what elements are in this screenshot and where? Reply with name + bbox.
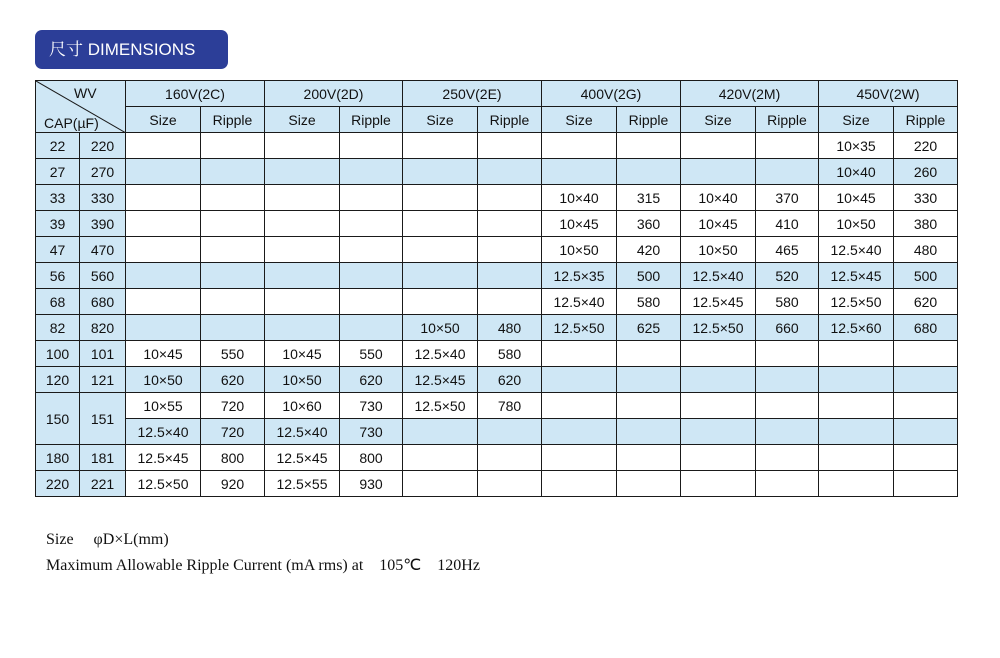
size-cell: 12.5×40 [681, 263, 756, 289]
size-cell [126, 185, 201, 211]
capacitance-value: 68 [36, 289, 80, 315]
ripple-cell: 920 [201, 471, 265, 497]
size-cell [265, 315, 340, 341]
size-cell [126, 133, 201, 159]
capacitance-code: 680 [80, 289, 126, 315]
size-cell: 10×40 [681, 185, 756, 211]
size-cell: 12.5×35 [542, 263, 617, 289]
ripple-cell: 625 [617, 315, 681, 341]
header-row-columns [36, 107, 958, 133]
ripple-cell [617, 159, 681, 185]
ripple-cell [756, 419, 819, 445]
ripple-cell: 220 [894, 133, 958, 159]
table-row [36, 289, 958, 315]
size-cell [681, 341, 756, 367]
size-cell [403, 263, 478, 289]
ripple-cell [478, 419, 542, 445]
capacitance-code: 101 [80, 341, 126, 367]
ripple-cell [756, 393, 819, 419]
ripple-cell: 260 [894, 159, 958, 185]
ripple-cell: 520 [756, 263, 819, 289]
table-row [36, 471, 958, 497]
size-cell [265, 159, 340, 185]
ripple-cell [756, 471, 819, 497]
size-cell [126, 237, 201, 263]
size-cell [681, 133, 756, 159]
size-cell: 12.5×50 [126, 471, 201, 497]
size-cell [819, 367, 894, 393]
ripple-cell [478, 159, 542, 185]
ripple-cell [617, 471, 681, 497]
ripple-cell [478, 237, 542, 263]
capacitance-code: 220 [80, 133, 126, 159]
ripple-cell [340, 263, 403, 289]
voltage-header: 450V(2W) [819, 81, 958, 107]
size-note: Size φD×L(mm) [46, 531, 169, 548]
ripple-cell [478, 185, 542, 211]
ripple-cell: 800 [201, 445, 265, 471]
size-cell: 12.5×50 [681, 315, 756, 341]
size-cell: 12.5×45 [681, 289, 756, 315]
ripple-cell: 410 [756, 211, 819, 237]
size-cell [681, 393, 756, 419]
ripple-cell [340, 211, 403, 237]
ripple-cell [201, 237, 265, 263]
size-cell: 12.5×40 [542, 289, 617, 315]
capacitance-value: 120 [36, 367, 80, 393]
size-column-header: Size [403, 107, 478, 133]
table-row [36, 367, 958, 393]
ripple-cell [617, 133, 681, 159]
size-cell: 12.5×55 [265, 471, 340, 497]
size-column-header: Size [265, 107, 340, 133]
size-cell [819, 445, 894, 471]
capacitance-code: 181 [80, 445, 126, 471]
size-cell [126, 159, 201, 185]
voltage-header: 400V(2G) [542, 81, 681, 107]
ripple-cell [340, 237, 403, 263]
size-cell [403, 471, 478, 497]
size-cell [542, 445, 617, 471]
ripple-cell [617, 445, 681, 471]
ripple-cell [478, 471, 542, 497]
table-row [36, 133, 958, 159]
ripple-cell: 730 [340, 419, 403, 445]
ripple-cell [894, 367, 958, 393]
ripple-cell [340, 185, 403, 211]
table-row [36, 419, 958, 445]
size-cell: 12.5×40 [265, 419, 340, 445]
ripple-cell [617, 341, 681, 367]
size-cell: 10×40 [819, 159, 894, 185]
ripple-cell: 580 [756, 289, 819, 315]
ripple-cell [201, 159, 265, 185]
ripple-cell: 620 [478, 367, 542, 393]
ripple-cell [201, 133, 265, 159]
size-cell: 12.5×40 [403, 341, 478, 367]
dimensions-table [35, 80, 958, 497]
ripple-cell [617, 367, 681, 393]
size-cell [126, 289, 201, 315]
ripple-cell [340, 289, 403, 315]
section-title: 尺寸 DIMENSIONS [35, 30, 228, 69]
capacitance-value: 82 [36, 315, 80, 341]
capacitance-code: 221 [80, 471, 126, 497]
ripple-cell: 680 [894, 315, 958, 341]
size-cell: 10×50 [819, 211, 894, 237]
size-cell [265, 289, 340, 315]
size-cell: 10×50 [403, 315, 478, 341]
size-cell [681, 419, 756, 445]
table-row [36, 211, 958, 237]
ripple-column-header: Ripple [617, 107, 681, 133]
capacitance-value: 27 [36, 159, 80, 185]
size-cell: 10×45 [681, 211, 756, 237]
size-cell [265, 133, 340, 159]
ripple-cell [201, 315, 265, 341]
size-cell [126, 211, 201, 237]
size-cell: 12.5×45 [819, 263, 894, 289]
ripple-cell: 420 [617, 237, 681, 263]
size-cell [681, 367, 756, 393]
capacitance-code: 820 [80, 315, 126, 341]
wv-cap-corner [36, 81, 126, 133]
voltage-header: 250V(2E) [403, 81, 542, 107]
capacitance-value: 220 [36, 471, 80, 497]
ripple-cell [478, 289, 542, 315]
table-row [36, 159, 958, 185]
size-cell: 12.5×60 [819, 315, 894, 341]
table-row [36, 263, 958, 289]
ripple-cell: 620 [340, 367, 403, 393]
size-column-header: Size [126, 107, 201, 133]
size-cell: 10×40 [542, 185, 617, 211]
ripple-cell [756, 341, 819, 367]
ripple-cell: 580 [617, 289, 681, 315]
ripple-column-header: Ripple [201, 107, 265, 133]
ripple-cell: 800 [340, 445, 403, 471]
size-cell: 10×55 [126, 393, 201, 419]
ripple-cell: 780 [478, 393, 542, 419]
size-cell: 10×35 [819, 133, 894, 159]
ripple-cell [617, 419, 681, 445]
ripple-column-header: Ripple [340, 107, 403, 133]
size-cell: 12.5×40 [126, 419, 201, 445]
ripple-cell [201, 263, 265, 289]
size-cell: 10×50 [126, 367, 201, 393]
capacitance-value: 150 [36, 393, 80, 445]
size-column-header: Size [819, 107, 894, 133]
size-cell: 12.5×45 [403, 367, 478, 393]
ripple-cell: 580 [478, 341, 542, 367]
size-cell [542, 393, 617, 419]
ripple-cell: 930 [340, 471, 403, 497]
ripple-cell: 620 [894, 289, 958, 315]
size-cell [403, 289, 478, 315]
size-cell: 10×45 [265, 341, 340, 367]
size-cell: 10×50 [542, 237, 617, 263]
size-cell [126, 315, 201, 341]
size-cell [403, 159, 478, 185]
voltage-header: 420V(2M) [681, 81, 819, 107]
capacitance-value: 180 [36, 445, 80, 471]
ripple-cell: 465 [756, 237, 819, 263]
ripple-cell [340, 133, 403, 159]
ripple-cell [894, 471, 958, 497]
ripple-cell: 370 [756, 185, 819, 211]
size-cell [265, 211, 340, 237]
ripple-cell [478, 263, 542, 289]
size-cell [819, 419, 894, 445]
ripple-note: Maximum Allowable Ripple Current (mA rms) at 105℃ 120Hz [46, 557, 480, 574]
size-cell: 10×50 [681, 237, 756, 263]
size-cell [542, 367, 617, 393]
size-cell: 12.5×45 [265, 445, 340, 471]
ripple-cell [894, 419, 958, 445]
size-cell: 10×45 [819, 185, 894, 211]
capacitance-code: 390 [80, 211, 126, 237]
capacitance-value: 33 [36, 185, 80, 211]
capacitance-value: 22 [36, 133, 80, 159]
size-cell [403, 185, 478, 211]
capacitance-code: 270 [80, 159, 126, 185]
notes [46, 527, 480, 579]
size-column-header: Size [542, 107, 617, 133]
ripple-cell [756, 445, 819, 471]
size-cell [403, 133, 478, 159]
size-cell [403, 445, 478, 471]
capacitance-code: 560 [80, 263, 126, 289]
size-cell: 10×50 [265, 367, 340, 393]
ripple-cell [894, 445, 958, 471]
cap-label: CAP(µF) [44, 115, 99, 131]
size-cell [542, 419, 617, 445]
ripple-cell [894, 393, 958, 419]
ripple-cell: 480 [478, 315, 542, 341]
ripple-cell: 480 [894, 237, 958, 263]
ripple-cell [201, 211, 265, 237]
ripple-cell: 720 [201, 419, 265, 445]
ripple-column-header: Ripple [478, 107, 542, 133]
size-cell: 12.5×50 [403, 393, 478, 419]
size-cell [403, 237, 478, 263]
size-cell [542, 471, 617, 497]
ripple-column-header: Ripple [756, 107, 819, 133]
ripple-cell: 330 [894, 185, 958, 211]
size-cell [819, 471, 894, 497]
ripple-cell: 550 [340, 341, 403, 367]
ripple-cell: 360 [617, 211, 681, 237]
ripple-cell [756, 133, 819, 159]
size-cell [542, 159, 617, 185]
ripple-cell: 500 [894, 263, 958, 289]
size-cell [681, 471, 756, 497]
capacitance-code: 121 [80, 367, 126, 393]
size-cell: 10×45 [542, 211, 617, 237]
size-cell: 12.5×50 [819, 289, 894, 315]
size-cell [819, 341, 894, 367]
header-row-voltages [36, 81, 958, 107]
ripple-cell: 380 [894, 211, 958, 237]
ripple-cell [756, 159, 819, 185]
wv-label: WV [74, 85, 97, 101]
size-cell [681, 159, 756, 185]
ripple-cell [478, 445, 542, 471]
ripple-cell: 620 [201, 367, 265, 393]
table-row [36, 393, 958, 419]
voltage-header: 200V(2D) [265, 81, 403, 107]
size-cell [542, 133, 617, 159]
table-row [36, 341, 958, 367]
ripple-cell [756, 367, 819, 393]
table-row [36, 185, 958, 211]
capacitance-value: 100 [36, 341, 80, 367]
ripple-cell [201, 289, 265, 315]
ripple-column-header: Ripple [894, 107, 958, 133]
size-cell [681, 445, 756, 471]
ripple-cell [617, 393, 681, 419]
ripple-cell [340, 159, 403, 185]
size-cell [542, 341, 617, 367]
capacitance-code: 470 [80, 237, 126, 263]
capacitance-value: 47 [36, 237, 80, 263]
ripple-cell: 730 [340, 393, 403, 419]
size-column-header: Size [681, 107, 756, 133]
ripple-cell [894, 341, 958, 367]
size-cell [265, 185, 340, 211]
capacitance-value: 39 [36, 211, 80, 237]
table-row [36, 315, 958, 341]
ripple-cell [478, 133, 542, 159]
capacitance-code: 330 [80, 185, 126, 211]
size-cell [265, 237, 340, 263]
ripple-cell [340, 315, 403, 341]
size-cell: 10×60 [265, 393, 340, 419]
size-cell: 12.5×45 [126, 445, 201, 471]
table-row [36, 237, 958, 263]
capacitance-value: 56 [36, 263, 80, 289]
ripple-cell: 660 [756, 315, 819, 341]
size-cell: 10×45 [126, 341, 201, 367]
capacitance-code: 151 [80, 393, 126, 445]
size-cell [265, 263, 340, 289]
ripple-cell: 550 [201, 341, 265, 367]
size-cell: 12.5×50 [542, 315, 617, 341]
table-row [36, 445, 958, 471]
ripple-cell [201, 185, 265, 211]
ripple-cell: 720 [201, 393, 265, 419]
voltage-header: 160V(2C) [126, 81, 265, 107]
size-cell: 12.5×40 [819, 237, 894, 263]
size-cell [126, 263, 201, 289]
ripple-cell: 500 [617, 263, 681, 289]
ripple-cell [478, 211, 542, 237]
ripple-cell: 315 [617, 185, 681, 211]
size-cell [819, 393, 894, 419]
size-cell [403, 419, 478, 445]
size-cell [403, 211, 478, 237]
